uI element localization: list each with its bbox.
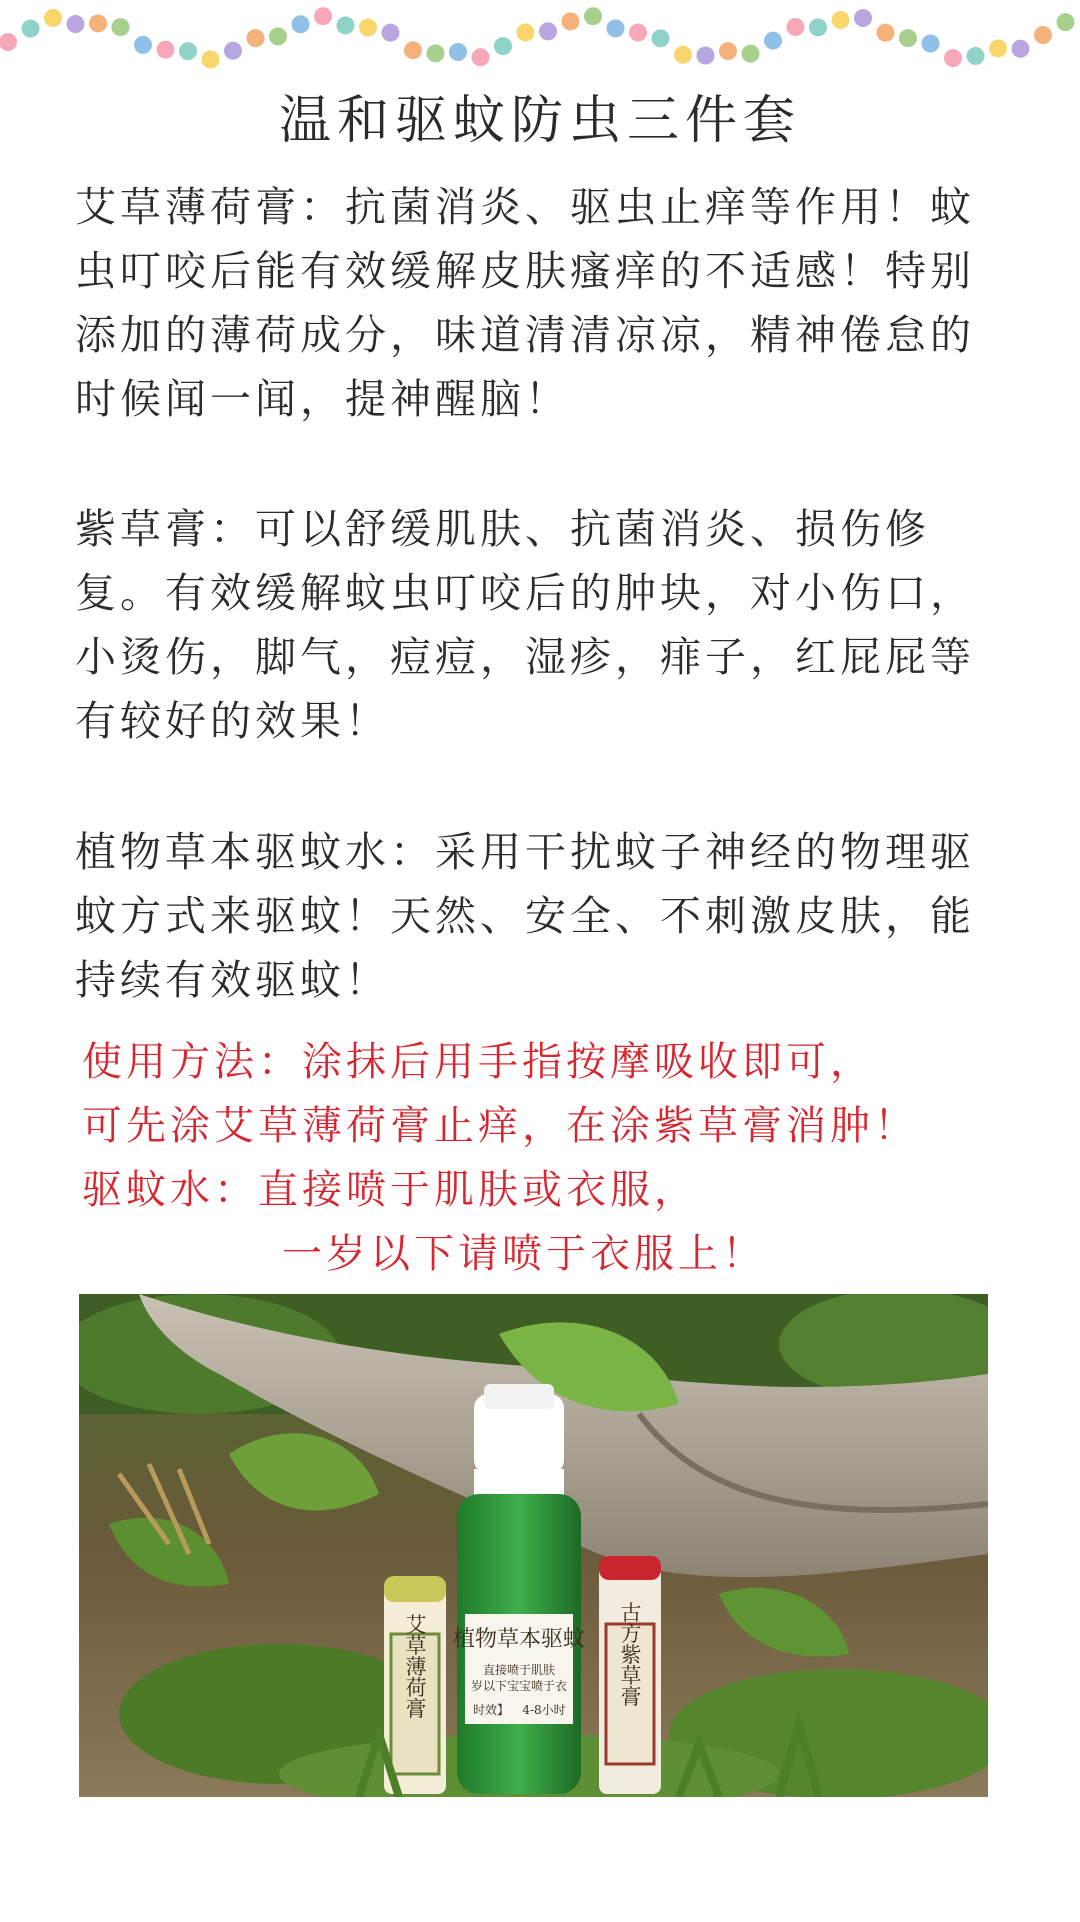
confetti-dot <box>1012 40 1030 58</box>
confetti-dot <box>854 9 872 27</box>
confetti-dot <box>809 18 827 36</box>
confetti-dot <box>359 18 377 36</box>
confetti-dot <box>134 36 152 54</box>
confetti-dot <box>449 43 467 61</box>
spray-sub-2: 岁以下宝宝喷于衣 <box>470 1679 568 1693</box>
usage-line-1: 使用方法：涂抹后用手指按摩吸收即可， <box>82 1039 874 1085</box>
confetti-dot <box>157 41 175 59</box>
section-repellent-spray: 植物草本驱蚊水：采用干扰蚊子神经的物理驱蚊方式来驱蚊！天然、安全、不刺激皮肤，能持续有效驱蚊！ <box>75 828 975 1004</box>
confetti-dot <box>337 16 355 34</box>
confetti-dot <box>742 45 760 63</box>
right-stick-label: 古方紫草膏 <box>618 1601 642 1707</box>
usage-line-4: 一岁以下请喷于衣服上！ <box>282 1231 766 1277</box>
confetti-dot <box>899 29 917 47</box>
confetti-dot <box>247 29 265 47</box>
confetti-dot <box>67 15 85 33</box>
confetti-dot <box>607 19 625 37</box>
confetti-dot <box>494 37 512 55</box>
confetti-dot <box>314 7 332 25</box>
confetti-dot <box>674 46 692 64</box>
confetti-dot <box>89 14 107 32</box>
confetti-dot <box>697 47 715 65</box>
left-stick-label: 艾草薄荷膏 <box>403 1613 427 1719</box>
confetti-dot <box>764 32 782 50</box>
confetti-dot <box>967 47 985 65</box>
usage-line-3: 驱蚊水：直接喷于肌肤或衣服， <box>82 1167 698 1213</box>
confetti-dot-border <box>0 0 1080 70</box>
confetti-dot <box>112 18 130 36</box>
confetti-dot <box>517 23 535 41</box>
confetti-dot <box>44 9 62 27</box>
confetti-dot <box>989 39 1007 57</box>
spray-label: 植物草本驱蚊 <box>452 1627 586 1652</box>
usage-line-2: 可先涂艾草薄荷膏止痒，在涂紫草膏消肿！ <box>82 1103 918 1149</box>
confetti-dot <box>877 24 895 42</box>
confetti-dot <box>922 35 940 53</box>
spray-badge: 时效】 <box>472 1703 510 1717</box>
confetti-dot <box>787 18 805 36</box>
confetti-dot <box>652 29 670 47</box>
page-title: 温和驱蚊防虫三件套 <box>278 91 801 151</box>
confetti-dot <box>382 24 400 42</box>
confetti-dot <box>472 48 490 66</box>
confetti-dot <box>0 33 17 51</box>
usage-instructions <box>82 1030 1022 1286</box>
confetti-dot <box>562 12 580 30</box>
confetti-dot <box>404 41 422 59</box>
confetti-dot <box>944 49 962 67</box>
confetti-dot <box>832 11 850 29</box>
confetti-dot <box>22 20 40 38</box>
confetti-dot <box>269 27 287 45</box>
confetti-dot <box>224 42 242 60</box>
confetti-dot <box>427 44 445 62</box>
confetti-dot <box>292 15 310 33</box>
spray-sub-1: 直接喷于肌肤 <box>482 1663 556 1677</box>
spray-duration: 4-8小时 <box>522 1703 566 1717</box>
confetti-dot <box>1057 13 1075 31</box>
section-comfrey-balm: 紫草膏：可以舒缓肌肤、抗菌消炎、损伤修复。有效缓解蚊虫叮咬后的肿块，对小伤口，小烫伤，脚气，痘痘，湿疹，痱子，红屁屁等有较好的效果！ <box>75 505 975 745</box>
section-mint-balm: 艾草薄荷膏：抗菌消炎、驱虫止痒等作用！蚊虫叮咬后能有效缓解皮肤瘙痒的不适感！特别添加的薄荷成分，味道清清凉凉，精神倦怠的时候闻一闻，提神醒脑！ <box>75 183 975 423</box>
confetti-dot <box>629 24 647 42</box>
confetti-dot <box>202 50 220 68</box>
product-photo <box>79 1294 988 1797</box>
confetti-dot <box>539 22 557 40</box>
confetti-dot <box>584 7 602 25</box>
confetti-dot <box>1034 26 1052 44</box>
confetti-dot <box>719 42 737 60</box>
confetti-dot <box>179 42 197 60</box>
